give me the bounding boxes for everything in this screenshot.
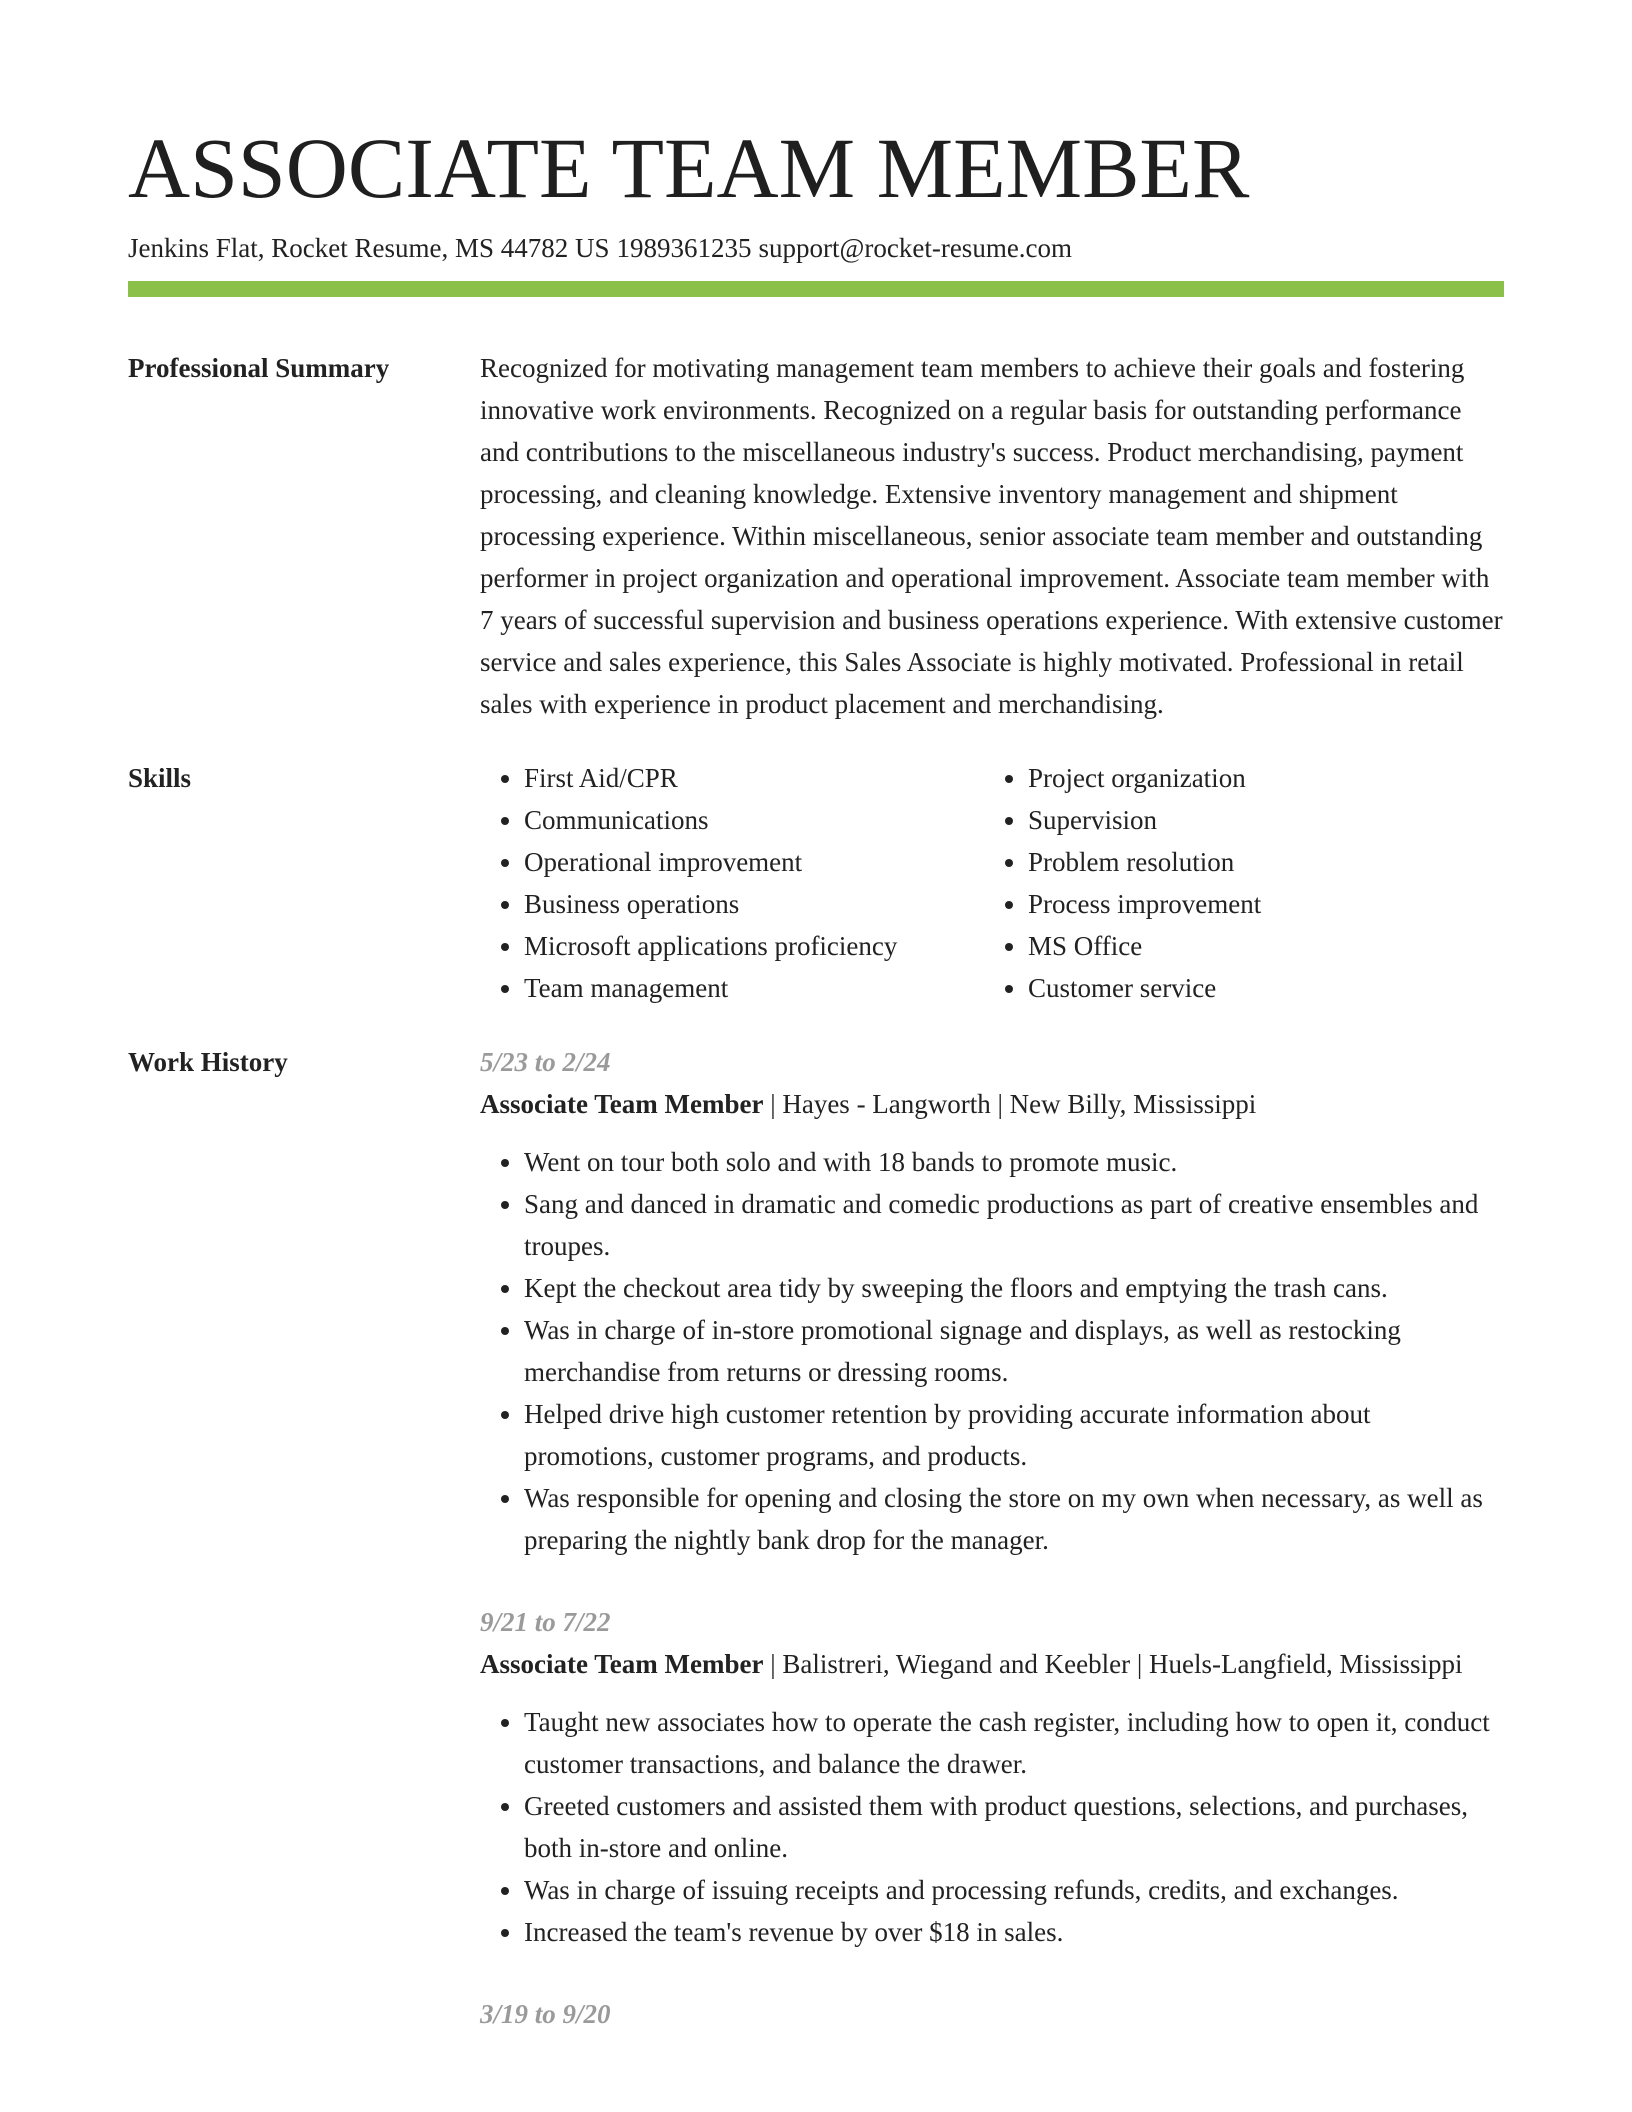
skill-item: • Team management [524,967,984,1009]
contact-phone: 1989361235 [616,233,752,263]
skill-item: • Problem resolution [1028,841,1488,883]
candidate-name: ASSOCIATE TEAM MEMBER [128,120,1250,216]
skill-item: • Communications [524,799,984,841]
skills-section [128,757,1504,1009]
work-history-list [480,1041,1504,2035]
duty-item: • Taught new associates how to operate the cash register, including how to open it, conduct customer transactions, and balance the drawer. [524,1701,1504,1785]
duty-item: • Kept the checkout area tidy by sweeping the floors and emptying the trash cans. [524,1267,1504,1309]
job-employer-location: | Hayes - Langworth | New Billy, Mississippi [763,1089,1257,1119]
job-heading [480,1643,1504,1685]
skills-column-right [984,757,1488,1009]
duty-item: • Was responsible for opening and closing the store on my own when necessary, as well as preparing the nightly bank drop for the manager. [524,1477,1504,1561]
job-dates: 9/21 to 7/22 [480,1607,611,1637]
contact-line [128,230,1504,266]
job-entry [480,1601,1504,1953]
job-duties [480,1701,1504,1953]
section-heading: Skills [128,763,192,793]
job-heading [480,1083,1504,1125]
job-title: Associate Team Member [480,1089,764,1119]
job-employer-location: | Balistreri, Wiegand and Keebler | Huels-Langfield, Mississippi [763,1649,1463,1679]
header-divider [128,281,1504,297]
job-title: Associate Team Member [480,1649,764,1679]
job-duties [480,1141,1504,1561]
summary-text: Recognized for motivating management team members to achieve their goals and fostering innovative work environments. Recognized on a regular basis for outstanding performance and contributions to the miscellaneous industry's success. Product merchandising, payment processing, and cleaning knowledge. Extensive inventory management and shipment processing experience. Within miscellaneous, senior associate team member and outstanding performer in project organization and operational improvement. Associate team member with 7 years of successful supervision and business operations experience. With extensive customer service and sales experience, this Sales Associate is highly motivated. Professional in retail sales with experience in product placement and merchandising. [480,353,1503,719]
duty-item: • Was in charge of in-store promotional signage and displays, as well as restocking merchandise from returns or dressing rooms. [524,1309,1504,1393]
contact-email: support@rocket-resume.com [758,233,1073,263]
job-dates: 3/19 to 9/20 [480,1999,611,2029]
skills-list [480,757,1504,1009]
duty-item: • Sang and danced in dramatic and comedic productions as part of creative ensembles and troupes. [524,1183,1504,1267]
skill-item: • Process improvement [1028,883,1488,925]
job-entry [480,1041,1504,1561]
skill-item: • Microsoft applications proficiency [524,925,984,967]
skill-item: • Business operations [524,883,984,925]
job-dates: 5/23 to 2/24 [480,1047,611,1077]
duty-item: • Greeted customers and assisted them with product questions, selections, and purchases, both in-store and online. [524,1785,1504,1869]
job-entry [480,1993,1504,2035]
duty-item: • Helped drive high customer retention by providing accurate information about promotions, customer programs, and products. [524,1393,1504,1477]
contact-address: Jenkins Flat, Rocket Resume, MS 44782 US [128,233,610,263]
skills-column-left [480,757,984,1009]
resume-page [128,118,1504,2035]
duty-item: • Increased the team's revenue by over $18 in sales. [524,1911,1504,1953]
skill-item: • Operational improvement [524,841,984,883]
skill-item: • Customer service [1028,967,1488,1009]
section-heading: Work History [128,1047,288,1077]
skill-item: • Supervision [1028,799,1488,841]
section-heading: Professional Summary [128,353,390,383]
skill-item: • Project organization [1028,757,1488,799]
duty-item: • Was in charge of issuing receipts and processing refunds, credits, and exchanges. [524,1869,1504,1911]
skill-item: • First Aid/CPR [524,757,984,799]
duty-item: • Went on tour both solo and with 18 bands to promote music. [524,1141,1504,1183]
skill-item: • MS Office [1028,925,1488,967]
professional-summary-section [128,347,1504,725]
work-history-section [128,1041,1504,2035]
